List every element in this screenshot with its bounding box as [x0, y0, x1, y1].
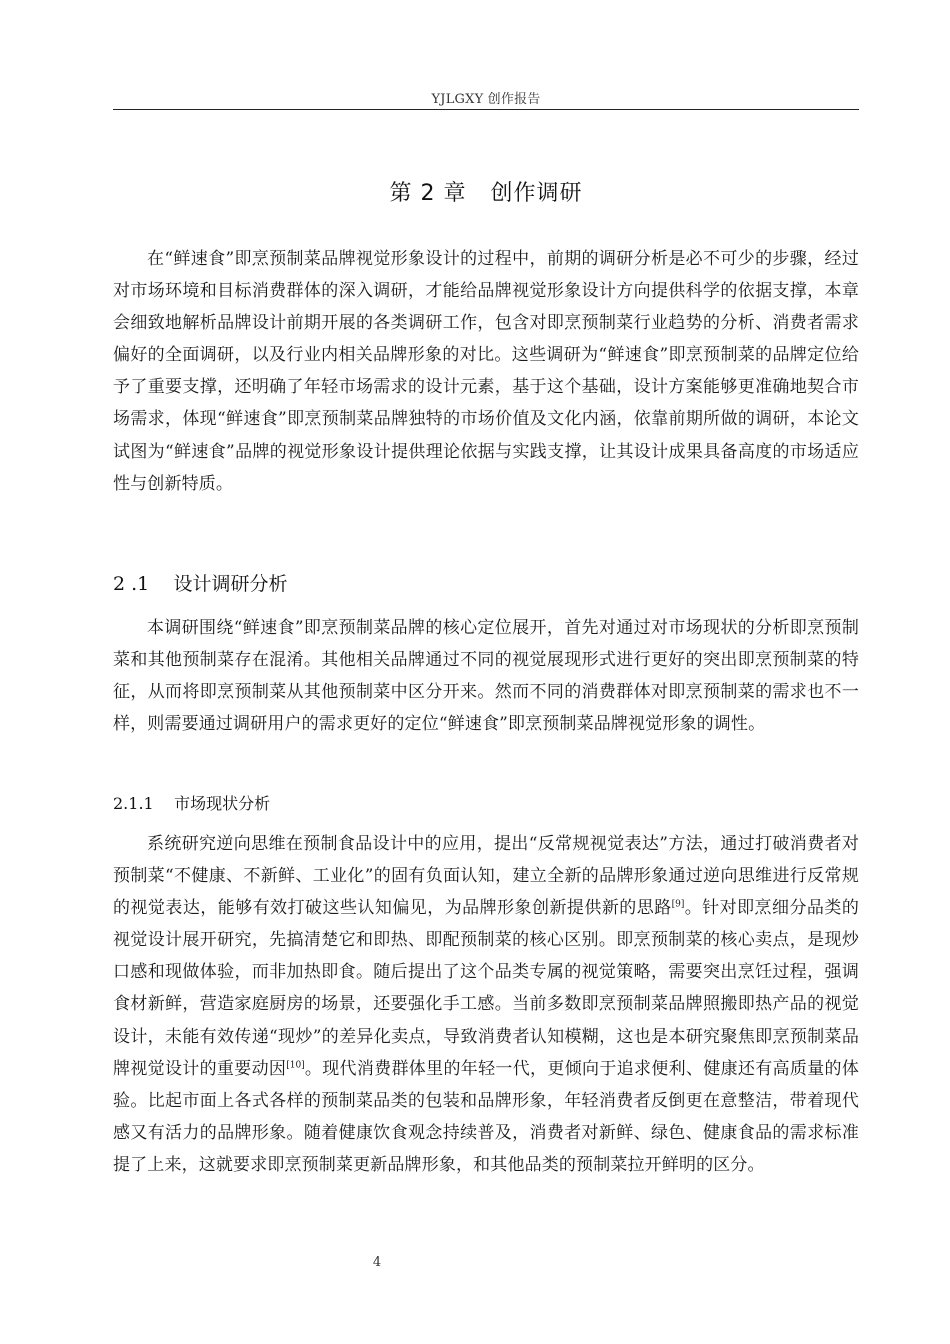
section-paragraph: 本调研围绕“鲜速食”即烹预制菜品牌的核心定位展开，首先对通过对市场现状的分析即烹预制菜和其他预制菜存在混淆。其他相关品牌通过不同的视觉展现形式进行更好的突出即烹预制菜的特征，从而将即烹预制菜从其他预制菜中区分开来。然而不同的消费群体对即烹预制菜的需求也不一样，则需要通过调研用户的需求更好的定位“鲜速食”即烹预制菜品牌视觉形象的调性。: [113, 618, 859, 735]
intro-paragraph: 在“鲜速食”即烹预制菜品牌视觉形象设计的过程中，前期的调研分析是必不可少的步骤，经过对市场环境和目标消费群体的深入调研，才能给品牌视觉形象设计方向提供科学的依据支撑，本章会细致地解析品牌设计前期开展的各类调研工作，包含对即烹预制菜行业趋势的分析、消费者需求偏好的全面调研，以及行业内相关品牌形象的对比。这些调研为“鲜速食”即烹预制菜的品牌定位给予了重要支撑，还明确了年轻市场需求的设计元素，基于这个基础，设计方案能够更准确地契合市场需求，体现“鲜速食”即烹预制菜品牌独特的市场价值及文化内涵，依靠前期所做的调研，本论文试图为“鲜速食”品牌的视觉形象设计提供理论依据与实践支撑，让其设计成果具备高度的市场适应性与创新特质。: [113, 249, 859, 494]
market-paragraph: [113, 828, 859, 1181]
market-text-part-3: 。现代消费群体里的年轻一代，更倾向于追求便利、健康还有高质量的体验。比起市面上各式各样的预制菜品类的包装和品牌形象，年轻消费者反倒更在意整洁，带着现代感又有活力的品牌形象。随着健康饮食观念持续普及，消费者对新鲜、绿色、健康食品的需求标准提了上来，这就要求即烹预制菜更新品牌形象，和其他品类的预制菜拉开鲜明的区分。: [113, 1058, 859, 1175]
subsection-number: 2.1.1: [113, 794, 154, 813]
header-rule: [113, 109, 859, 110]
citation-10[interactable]: [10]: [286, 1060, 305, 1070]
citation-9[interactable]: [9]: [671, 899, 685, 910]
subsection-heading: [113, 790, 270, 818]
running-header: YJLGXY 创作报告: [431, 92, 541, 107]
market-text-part-1: 系统研究逆向思维在预制食品设计中的应用，提出“反常规视觉表达”方法，通过打破消费者对预制菜“不健康、不新鲜、工业化”的固有负面认知，建立全新的品牌形象通过逆向思维进行反常规的视觉表达，能够有效打破这些认知偏见，为品牌形象创新提供新的思路: [113, 834, 859, 919]
page-number: 4: [372, 1255, 382, 1270]
section-heading: [113, 569, 287, 599]
subsection-title: 市场现状分析: [174, 794, 271, 813]
section-title: 设计调研分析: [173, 573, 288, 595]
market-text-part-2: 。针对即烹细分品类的视觉设计展开研究，先搞清楚它和即热、即配预制菜的核心区别。即烹预制菜的核心卖点，是现炒口感和现做体验，而非加热即食。随后提出了这个品类专属的视觉策略，需要突出烹饪过程，强调食材新鲜，营造家庭厨房的场景，还要强化手工感。当前多数即烹预制菜品牌照搬即热产品的视觉设计，未能有效传递“现炒”的差异化卖点，导致消费者认知模糊，这也是本研究聚焦即烹预制菜品牌视觉设计的重要动因: [113, 898, 859, 1079]
chapter-title: 第 2 章 创作调研: [389, 181, 583, 206]
section-number: 2 .1: [113, 573, 150, 595]
